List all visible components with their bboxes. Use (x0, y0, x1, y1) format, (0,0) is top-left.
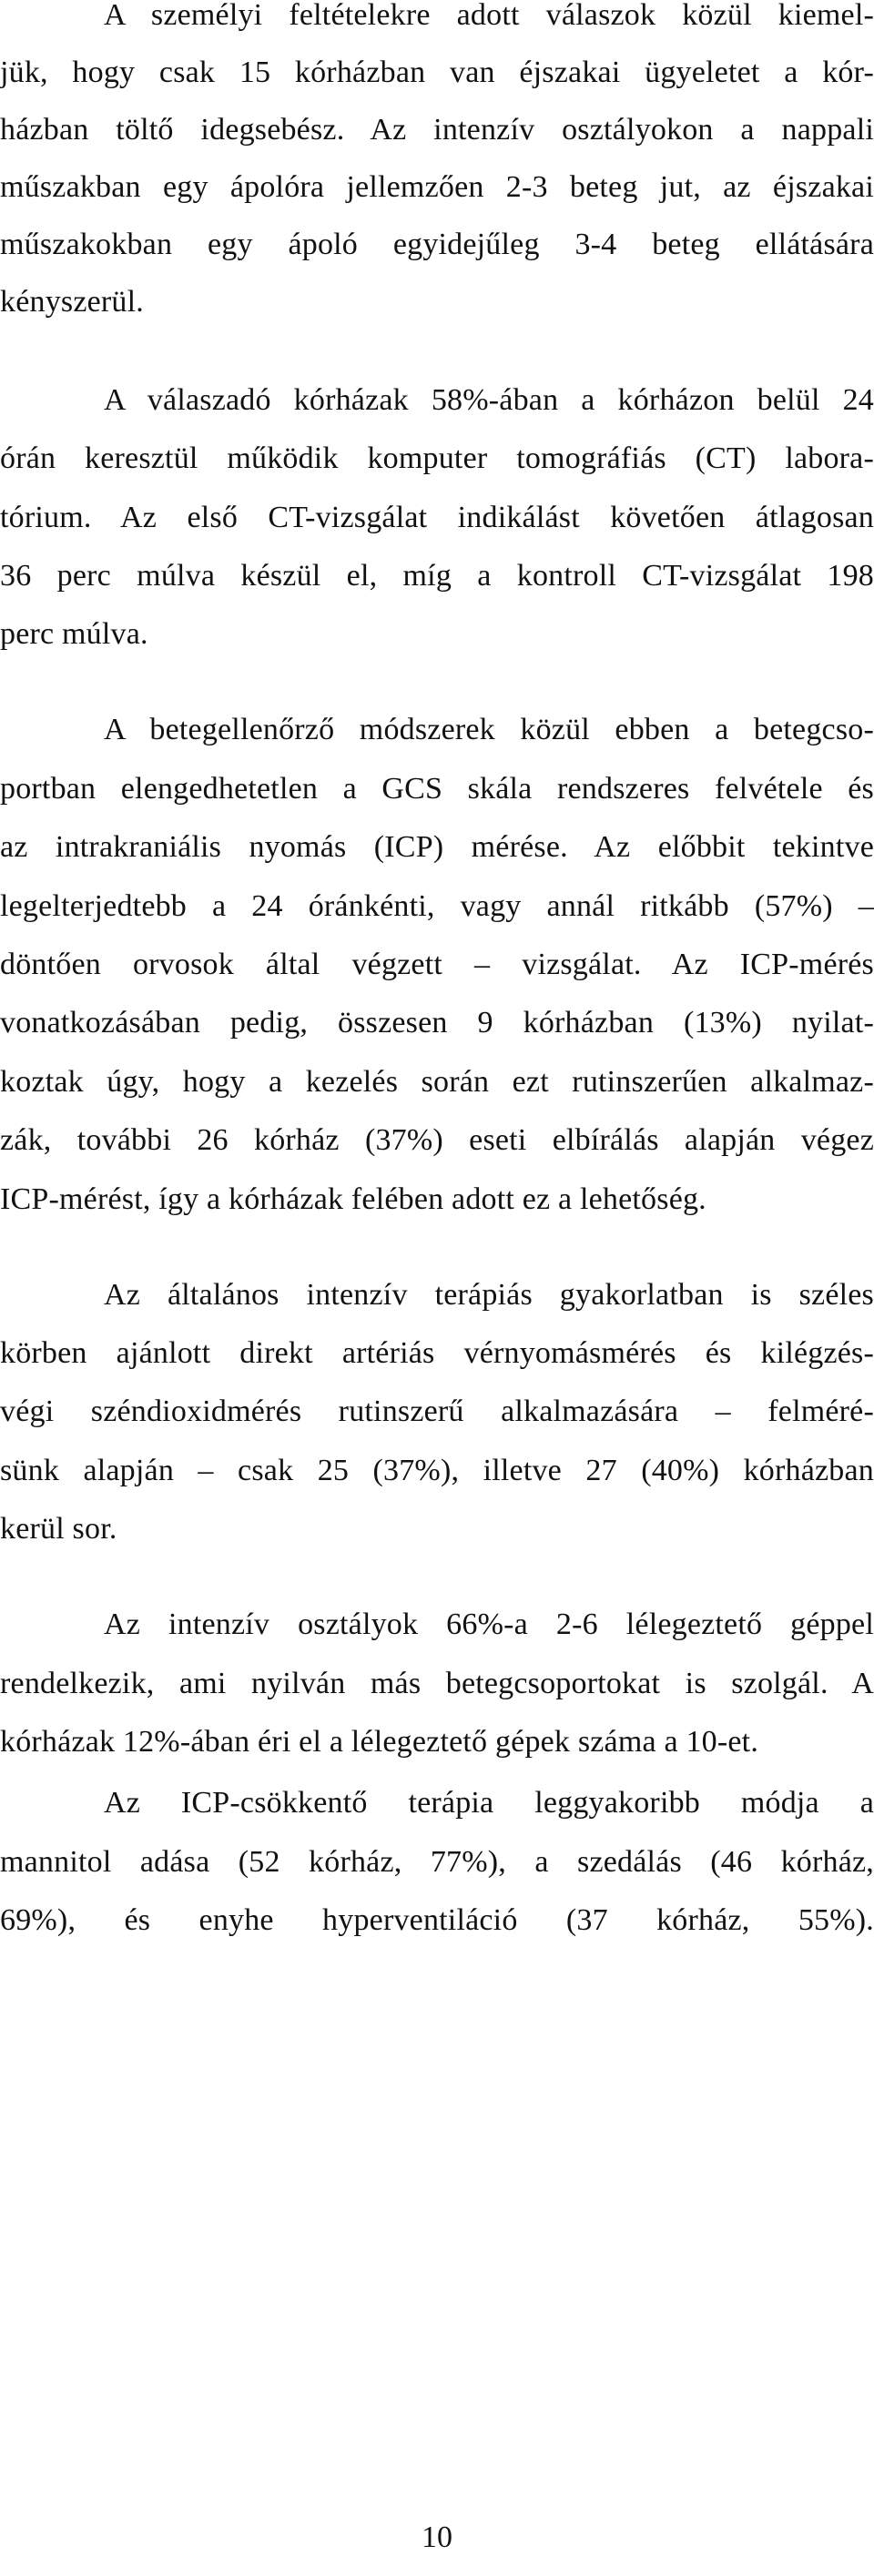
p3-line-5: döntően orvosok által végzett – vizsgálat. Az ICP-mérés (0, 948, 874, 981)
p2-line-2: órán keresztül működik komputer tomográfiás (CT) labora- (0, 441, 874, 475)
p3-line-4: legelterjedtebb a 24 óránkénti, vagy annál ritkább (57%) – (0, 889, 874, 923)
p4-line-1: Az általános intenzív terápiás gyakorlatban is széles (104, 1278, 874, 1312)
p4-line-3: végi széndioxidmérés rutinszerű alkalmazására – felméré- (0, 1394, 874, 1428)
p2-line-1: A válaszadó kórházak 58%-ában a kórházon belül 24 (104, 383, 874, 417)
p4-line-5: kerül sor. (0, 1512, 117, 1546)
p3-line-3: az intrakraniális nyomás (ICP) mérése. Az előbbit tekintve (0, 830, 874, 864)
p1-line-3: házban töltő idegsebész. Az intenzív osztályokon a nappali (0, 113, 874, 147)
p5-line-2: rendelkezik, ami nyilván más betegcsoportokat is szolgál. A (0, 1667, 874, 1700)
p6-line-2: mannitol adása (52 kórház, 77%), a szedálás (46 kórház, (0, 1845, 874, 1879)
p3-line-2: portban elengedhetetlen a GCS skála rendszeres felvétele és (0, 772, 874, 806)
p3-line-8: zák, további 26 kórház (37%) eseti elbírálás alapján végez (0, 1123, 874, 1157)
p4-line-4: sünk alapján – csak 25 (37%), illetve 27 (40%) kórházban (0, 1454, 874, 1487)
p1-line-1: A személyi feltételekre adott válaszok közül kiemel- (104, 0, 874, 32)
p1-line-5: műszakokban egy ápoló egyidejűleg 3-4 beteg ellátására (0, 228, 874, 261)
p3-line-1: A betegellenőrző módszerek közül ebben a betegcso- (104, 713, 874, 746)
p5-line-3: kórházak 12%-ában éri el a lélegeztető gépek száma a 10-et. (0, 1725, 759, 1759)
p2-line-3: tórium. Az első CT-vizsgálat indikálást követően átlagosan (0, 501, 874, 534)
p3-line-7: koztak úgy, hogy a kezelés során ezt rutinszerűen alkalmaz- (0, 1065, 874, 1099)
p5-line-1: Az intenzív osztályok 66%-a 2-6 lélegeztető géppel (104, 1607, 874, 1641)
p2-line-5: perc múlva. (0, 617, 148, 651)
p1-line-2: jük, hogy csak 15 kórházban van éjszakai ügyeletet a kór- (0, 56, 874, 89)
p6-line-3: 69%), és enyhe hyperventiláció (37 kórház, 55%). (0, 1903, 874, 1937)
p6-line-1: Az ICP-csökkentő terápia leggyakoribb módja a (104, 1786, 874, 1820)
p4-line-2: körben ajánlott direkt artériás vérnyomásmérés és kilégzés- (0, 1336, 874, 1370)
p1-line-6: kényszerül. (0, 285, 144, 319)
p3-line-6: vonatkozásában pedig, összesen 9 kórházban (13%) nyilat- (0, 1006, 874, 1040)
p1-line-4: műszakban egy ápolóra jellemzően 2-3 beteg jut, az éjszakai (0, 170, 874, 204)
page-number: 10 (422, 2520, 452, 2554)
p3-line-9: ICP-mérést, így a kórházak felében adott ez a lehetőség. (0, 1182, 706, 1216)
p2-line-4: 36 perc múlva készül el, míg a kontroll CT-vizsgálat 198 (0, 559, 874, 593)
